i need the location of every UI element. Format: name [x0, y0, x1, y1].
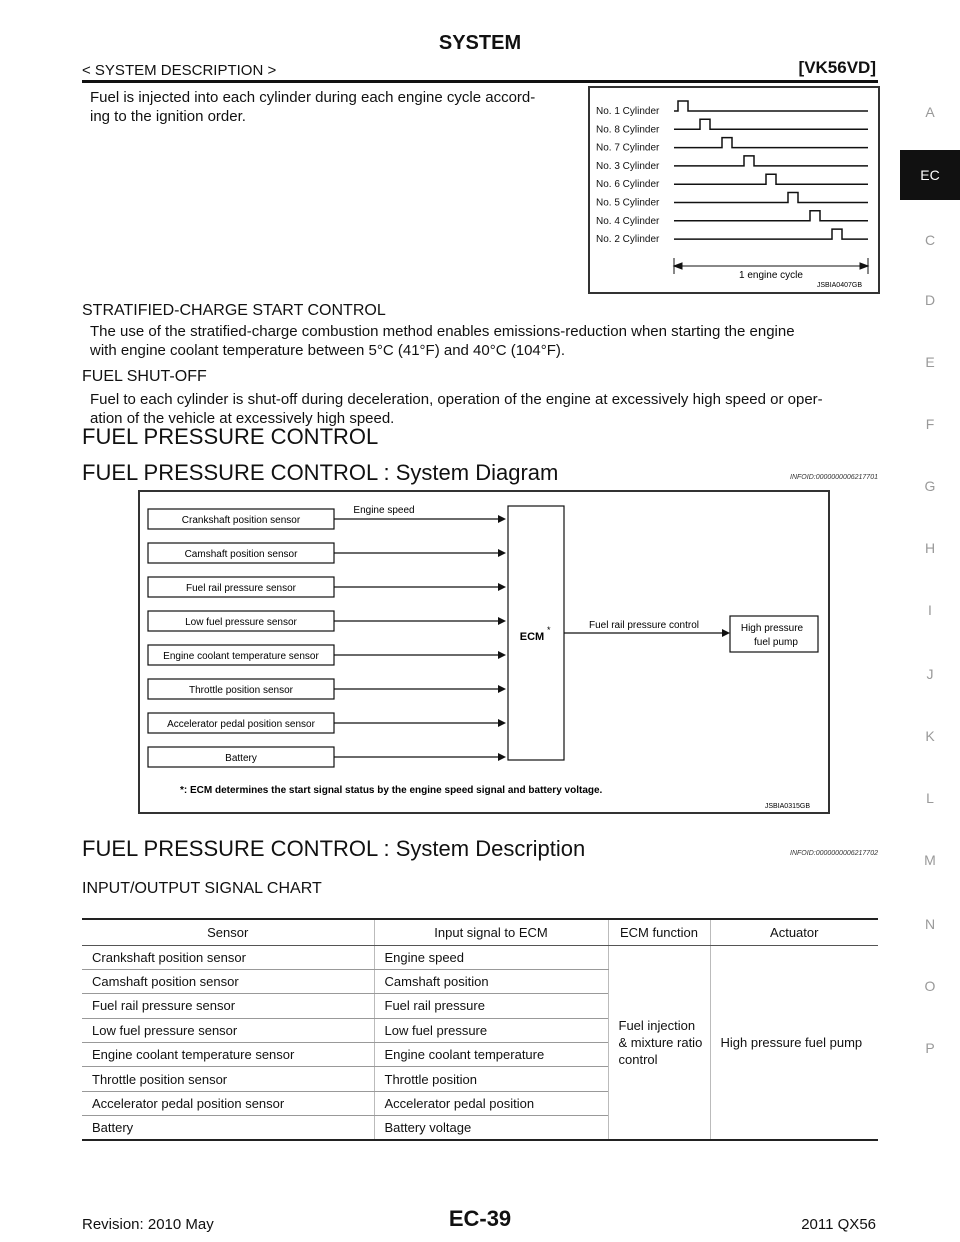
actuator-label-line-1: High pressure — [740, 623, 804, 634]
section-tab-c[interactable]: C — [924, 232, 936, 248]
table-header-row — [82, 919, 878, 945]
signal-chart-heading: INPUT/OUTPUT SIGNAL CHART — [82, 880, 322, 897]
section-tab-n[interactable]: N — [924, 916, 936, 932]
system-description-infoid: INFOID:0000000006217702 — [790, 850, 878, 857]
input-signal-arrow — [498, 753, 506, 761]
sensor-cell: Battery — [82, 1116, 374, 1140]
section-tab-ec[interactable]: EC — [900, 150, 960, 200]
section-tab-g[interactable]: G — [924, 478, 936, 494]
sensor-cell: Low fuel pressure sensor — [82, 1018, 374, 1042]
input-signal-cell: Accelerator pedal position — [374, 1091, 608, 1115]
input-sensor-label: Battery — [225, 753, 257, 764]
sensor-cell: Throttle position sensor — [82, 1067, 374, 1091]
ecm-function-line-1: Fuel injection — [618, 1017, 696, 1033]
fuel-shutoff-line-1: Fuel to each cylinder is shut-off during deceleration, operation of the engine at excessively high speed or oper- — [90, 391, 823, 408]
system-diagram-figure-id: JSBIA0315GB — [764, 803, 810, 810]
cylinder-label: No. 2 Cylinder — [596, 234, 660, 246]
column-header: Sensor — [82, 919, 374, 945]
input-sensor-label: Fuel rail pressure sensor — [185, 583, 297, 594]
cylinder-label: No. 8 Cylinder — [596, 124, 660, 136]
input-signal-arrow — [498, 515, 506, 523]
cylinder-injection-pulse — [674, 156, 868, 166]
section-tab-i[interactable]: I — [928, 602, 932, 618]
cylinder-injection-pulse — [674, 193, 868, 203]
footer-model-year: 2011 QX56 — [801, 1216, 876, 1233]
section-tab-o[interactable]: O — [924, 978, 936, 994]
footer-page-number: EC-39 — [448, 1206, 512, 1231]
stratified-heading: STRATIFIED-CHARGE START CONTROL — [82, 302, 386, 319]
actuator-label-line-2: fuel pump — [754, 637, 798, 648]
input-signal-cell: Low fuel pressure — [374, 1018, 608, 1042]
cylinder-label: No. 5 Cylinder — [596, 197, 660, 209]
injection-timing-svg — [590, 88, 878, 292]
ecm-function-line-3: control — [618, 1051, 658, 1067]
injection-timing-figure — [588, 86, 880, 294]
intro-line-2: ing to the ignition order. — [90, 108, 246, 125]
ecm-footnote-mark: * — [547, 625, 551, 635]
input-signal-cell: Throttle position — [374, 1067, 608, 1091]
cylinder-injection-pulse — [674, 138, 868, 148]
input-signal-cell: Battery voltage — [374, 1116, 608, 1140]
system-description-heading: FUEL PRESSURE CONTROL : System Description — [82, 836, 586, 861]
system-diagram-infoid: INFOID:0000000006217701 — [790, 474, 878, 481]
sensor-cell: Accelerator pedal position sensor — [82, 1091, 374, 1115]
input-signal-arrow — [498, 685, 506, 693]
sensor-cell: Engine coolant temperature sensor — [82, 1043, 374, 1067]
sensor-cell: Camshaft position sensor — [82, 969, 374, 993]
engine-speed-label: Engine speed — [353, 505, 415, 516]
cycle-label: 1 engine cycle — [739, 270, 803, 281]
input-signal-cell: Fuel rail pressure — [374, 994, 608, 1018]
sensor-cell: Crankshaft position sensor — [82, 945, 374, 969]
input-signal-cell: Engine speed — [374, 945, 608, 969]
cylinder-label: No. 7 Cylinder — [596, 142, 660, 154]
page-title: SYSTEM — [438, 32, 522, 54]
column-header: Input signal to ECM — [374, 919, 608, 945]
column-header: ECM function — [608, 919, 710, 945]
section-tab-l[interactable]: L — [926, 790, 934, 806]
header-divider — [82, 80, 878, 83]
column-header: Actuator — [710, 919, 878, 945]
section-tab-f[interactable]: F — [925, 416, 935, 432]
table-row — [82, 945, 878, 969]
section-tab-m[interactable]: M — [924, 852, 936, 868]
intro-paragraph — [90, 88, 535, 126]
input-signal-cell: Engine coolant temperature — [374, 1043, 608, 1067]
cylinder-injection-pulse — [674, 119, 868, 129]
section-tab-a[interactable]: A — [925, 104, 935, 120]
section-tab-e[interactable]: E — [925, 354, 935, 370]
input-sensor-label: Throttle position sensor — [189, 685, 293, 696]
fuel-shutoff-heading: FUEL SHUT-OFF — [82, 368, 207, 385]
input-signal-arrow — [498, 583, 506, 591]
input-signal-arrow — [498, 549, 506, 557]
cylinder-injection-pulse — [674, 211, 868, 221]
cycle-arrow-left — [674, 263, 682, 269]
section-tab-j[interactable]: J — [926, 666, 934, 682]
cylinder-label: No. 1 Cylinder — [596, 106, 660, 117]
system-diagram-svg — [140, 492, 828, 812]
fuel-shutoff-paragraph — [90, 390, 880, 428]
stratified-paragraph — [90, 322, 880, 360]
section-breadcrumb: < SYSTEM DESCRIPTION > — [82, 62, 277, 79]
input-sensor-label: Low fuel pressure sensor — [185, 617, 297, 628]
input-sensor-label: Camshaft position sensor — [184, 549, 298, 560]
cylinder-injection-pulse — [674, 229, 868, 239]
ecm-label: ECM — [519, 631, 545, 643]
timing-figure-id: JSBIA0407GB — [816, 282, 862, 289]
output-signal-label: Fuel rail pressure control — [588, 620, 700, 631]
input-sensor-label: Accelerator pedal position sensor — [167, 719, 315, 730]
input-signal-cell: Camshaft position — [374, 969, 608, 993]
cylinder-label: No. 3 Cylinder — [596, 160, 660, 172]
section-tab-d[interactable]: D — [924, 292, 936, 308]
input-sensor-label: Engine coolant temperature sensor — [163, 651, 319, 662]
cylinder-label: No. 4 Cylinder — [596, 215, 660, 227]
cylinder-injection-pulse — [674, 101, 868, 111]
input-signal-arrow — [498, 719, 506, 727]
intro-line-1: Fuel is injected into each cylinder during each engine cycle accord- — [90, 89, 536, 106]
ecm-function-line-2: & mixture ratio — [618, 1034, 703, 1050]
cylinder-injection-pulse — [674, 174, 868, 184]
sensor-cell: Fuel rail pressure sensor — [82, 994, 374, 1018]
footer-revision: Revision: 2010 May — [82, 1216, 214, 1233]
diagram-footnote: *: ECM determines the start signal status by the engine speed signal and battery voltage. — [180, 785, 603, 796]
fuel-pressure-control-heading: FUEL PRESSURE CONTROL — [82, 424, 379, 449]
section-tab-k[interactable]: K — [925, 728, 935, 744]
stratified-line-2: with engine coolant temperature between 5°C (41°F) and 40°C (104°F). — [90, 342, 566, 359]
cycle-arrow-right — [860, 263, 868, 269]
cylinder-label: No. 6 Cylinder — [596, 179, 660, 191]
output-arrow-head — [722, 629, 730, 637]
stratified-line-1: The use of the stratified-charge combustion method enables emissions-reduction when starting the engine — [90, 323, 795, 340]
signal-chart-table — [82, 918, 878, 1141]
engine-model-code: [VK56VD] — [798, 58, 876, 77]
actuator-cell: High pressure fuel pump — [710, 945, 878, 1140]
section-tab-p[interactable]: P — [925, 1040, 935, 1056]
system-diagram-figure — [138, 490, 830, 814]
system-diagram-heading: FUEL PRESSURE CONTROL : System Diagram — [82, 460, 559, 485]
input-signal-arrow — [498, 651, 506, 659]
section-tab-h[interactable]: H — [924, 540, 936, 556]
input-sensor-label: Crankshaft position sensor — [181, 515, 301, 526]
ecm-function-cell — [608, 945, 710, 1140]
input-signal-arrow — [498, 617, 506, 625]
fuel-shutoff-line-2: ation of the vehicle at excessively high speed. — [90, 410, 395, 427]
